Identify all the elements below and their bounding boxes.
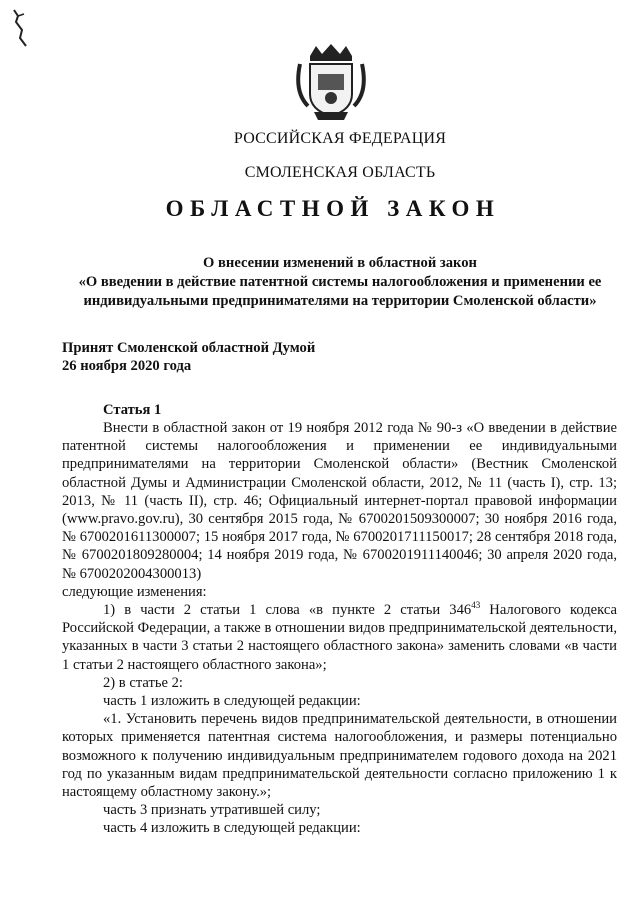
- region-heading: СМОЛЕНСКАЯ ОБЛАСТЬ: [244, 164, 436, 181]
- article-intro: Внести в областной закон от 19 ноября 2012 года № 90-з «О введении в действие патентной системы налогообложения и применении ее индивидуальными предпринимателями на территории Смоленской области» (Вестник Смоленской областной Думы и Администрации Смоленской области, 2012, № 11 (часть I), стр. 13; 2013, № 11 (часть II), стр. 46; Официальный интернет-портал правовой информации (www.pravo.gov.ru), 30 сентября 2015 года, № 6700201509300007; 30 ноября 2016 года, № 6700201611300007; 15 ноября 2017 года, № 6700201711150017; 28 сентября 2018 года, № 6700201809280004; 14 ноября 2019 года, № 6700201911140046; 30 апреля 2020 года, № 6700202004300013): [62, 420, 617, 582]
- part3-text: часть 3 признать утратившей силу;: [103, 802, 321, 819]
- part4-intro: часть 4 изложить в следующей редакции:: [103, 820, 361, 837]
- item1-text-b: Налогового кодекса Российской Федерации, а также в отношении видов предпринимательской деятельности, указанных в части 3 статьи 2 настоящего областного закона» заменить словами «в части 1 статьи 2 настоящего областного закона»;: [62, 602, 617, 673]
- item1-text-a: 1) в части 2 статьи 1 слова «в пункте 2 статьи 346: [103, 602, 472, 619]
- article-intro-tail: следующие изменения:: [62, 583, 207, 600]
- subject-line-2: «О введении в действие патентной системы налогообложения и применении ее индивидуальными предпринимателями на территории Смоленской области»: [78, 274, 602, 309]
- part1-intro: часть 1 изложить в следующей редакции:: [103, 693, 361, 710]
- adoption-info: [62, 339, 562, 375]
- subject-line-1: О внесении изменений в областной закон: [203, 255, 477, 271]
- handwritten-mark-icon: [8, 4, 38, 50]
- law-subject: [60, 254, 620, 311]
- part1-text: «1. Установить перечень видов предпринимательской деятельности, в отношении которых применяется патентная система налогообложения, и размеры потенциально возможного к получению индивидуальным предпринимателем годового дохода на 2021 год по указанным видам предпринимательской деятельности согласно приложению 1 к настоящему областному закону.»;: [62, 711, 617, 801]
- country-heading: РОССИЙСКАЯ ФЕДЕРАЦИЯ: [233, 130, 447, 147]
- adopted-date: 26 ноября 2020 года: [62, 358, 192, 374]
- article-title: Статья 1: [103, 402, 162, 418]
- coat-of-arms-icon: [296, 42, 366, 122]
- document-type-title: ОБЛАСТНОЙ ЗАКОН: [165, 196, 501, 221]
- amendment-item-1: [62, 601, 617, 674]
- article-body: [62, 419, 617, 838]
- item1-superscript: 43: [471, 600, 481, 611]
- adopted-by: Принят Смоленской областной Думой: [62, 340, 316, 356]
- amendment-item-2: 2) в статье 2:: [103, 674, 183, 691]
